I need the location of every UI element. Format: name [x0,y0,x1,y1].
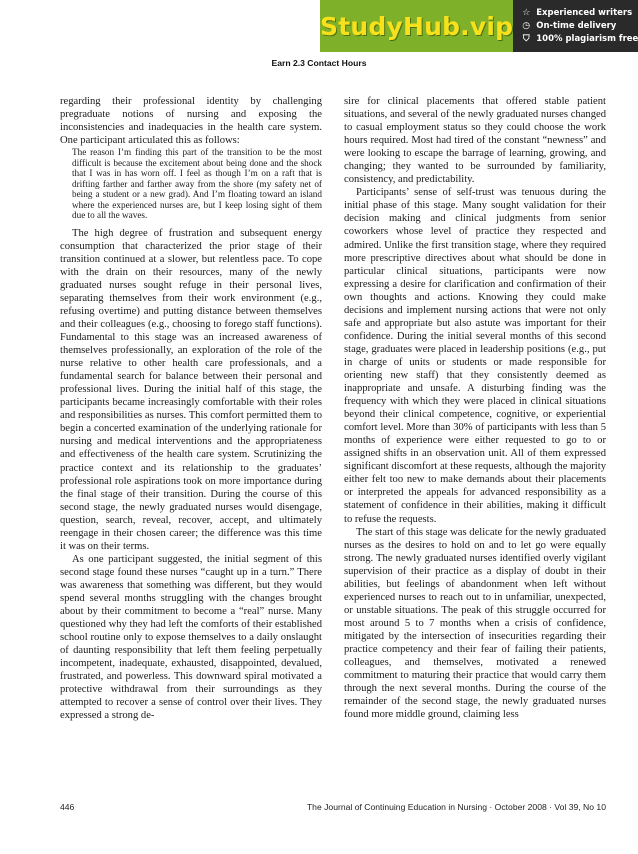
contact-hours-heading: Earn 2.3 Contact Hours [271,58,367,68]
feature-label: On-time delivery [536,21,617,31]
left-column [60,95,322,722]
feature-item [521,34,638,44]
clock-icon: ◷ [522,21,531,31]
page-footer [60,802,606,812]
right-column [344,95,606,721]
feature-label: Experienced writers [536,8,633,18]
brand-logo[interactable]: StudyHub.vip [320,11,514,41]
participant-quote: The reason I’m finding this part of the transition to be the most difficult is because the excitement about being done and the shock that I was in has worn off. I feel as though I’m on a raft that is drifting farther and farther away from the shore (my safety net of being a student or a new grad). And I’m floating toward an island where the experienced nurses are, but I keep losing sight of them due to all the waves. [72,147,322,221]
journal-citation: The Journal of Continuing Education in Nursing · October 2008 · Vol 39, No 10 [306,802,606,812]
body-paragraph: Participants’ sense of self-trust was tenuous during the initial phase of this stage. Many sought validation for their decision making and clinical judgments from senior coworkers whose level of practice they respected and admired. Unlike the first transition stage, where they required more prescriptive directives about what should be done in particular clinical situations, participants were now expressing a desire for clarification and confirmation of their own thoughts and actions. Knowing they could make decisions and implement nursing actions that were not only safe and appropriate but also astute was important for their confidence. During the initial several months of this second stage, graduates were placed in leadership positions (e.g., put in charge of units or students or made responsible for orienting new staff) that they consistently deemed as inappropriate and unsafe. A disturbing finding was the frequency with which they were placed in clinical situations beyond their clinical competence, cognitive, or experiential comfort level. More than 30% of participants with less than 5 months of experience were either requested to go to or assigned shifts in an observation unit. All of them expressed significant discomfort at these requests, although the majority either felt too new to make demands about their placements or interpreted the appeals for advanced responsibility as a statement of confidence in their abilities, making it difficult to refuse the requests. [344,187,606,525]
shield-icon: ⛉ [522,34,530,44]
body-paragraph: As one participant suggested, the initial segment of this second stage found these nurses “caught up in a turn.” There was awareness that something was different, but they would spend several months struggling with the changes brought about by their commitment to become a “real” nurse. Many questioned why they had left the comforts of their established school routine only to expose themselves to a daily onslaught of daunting responsibility that left them feeling perpetually incompetent, inadequate, exhausted, disappointed, devalued, frustrated, and powerless. This downward spiral motivated a protective withdrawal from their surroundings as they attempted to recover a sense of control over their lives. They expressed a strong de- [60,553,322,722]
body-paragraph: regarding their professional identity by challenging pregraduate notions of nursing and exposing the inconsistencies and inadequacies in the health care system. One participant articulated this as follows: [60,96,322,147]
body-paragraph: The start of this stage was delicate for the newly graduated nurses as the desires to hold on and to let go were equally strong. The newly graduated nurses identified overly vigilant supervision of their practice as a display of doubt in their abilities, but feelings of abandonment when left without experienced nurses to reach out to in unfamiliar, unexpected, or unstable situations. The peak of this struggle occurred for most around 5 to 7 months when a crisis of confidence, mitigated by the intersection of insecurities regarding their practice competency and their fear of failing their patients, colleagues, and themselves, motivated a renewed commitment to maturing their practice that would carry them through the next several months. During the course of the remainder of the second stage, the newly graduated nurses found more middle ground, claiming less [344,526,606,721]
page-number: 446 [60,802,75,812]
body-paragraph: sire for clinical placements that offered stable patient situations, and several of the newly graduated nurses changed to casual employment status so they could choose the work hours required. Most had tired of the constant “newness” and were looking to escape the barrage of learning, growing, and changing; they wanted to be surrounded by familiarity, consistency, and predictability. [344,96,606,186]
body-paragraph: The high degree of frustration and subsequent energy consumption that characterized the prior stage of their transition continued at a slower, but relentless pace. To cope with the drain on their resources, many of the newly graduated nurses sought refuge in their personal lives, separating themselves from their work environment (e.g., refusing overtime) and putting distance between themselves and their colleagues (e.g., choosing to forego staff functions). Fundamental to this stage was an increased awareness of themselves professionally, an exploration of the role of the nurse relative to other health care professionals, and a fundamental search for balance between their personal and professional lives. During the initial half of this stage, the participants became increasingly comfortable with their roles and responsibilities as nurses. This comfort permitted them to begin a concerted examination of the underlying rationale for nursing and medical interventions and the appropriateness and effectiveness of the health care system. Scrutinizing the practice context and its relationship to the graduates’ professional role aspirations took on more importance during the final stage of their transition. During the course of this second stage, the newly graduated nurses would disengage, question, search, reveal, recover, accept, and ultimately reengage in their chosen career; the difference was this time it was on their terms. [60,227,322,552]
ad-banner[interactable] [320,0,638,52]
feature-list [513,0,638,52]
feature-label: 100% plagiarism free [536,34,638,44]
star-icon: ☆ [522,8,531,18]
feature-item [521,21,638,31]
feature-item [521,8,638,18]
